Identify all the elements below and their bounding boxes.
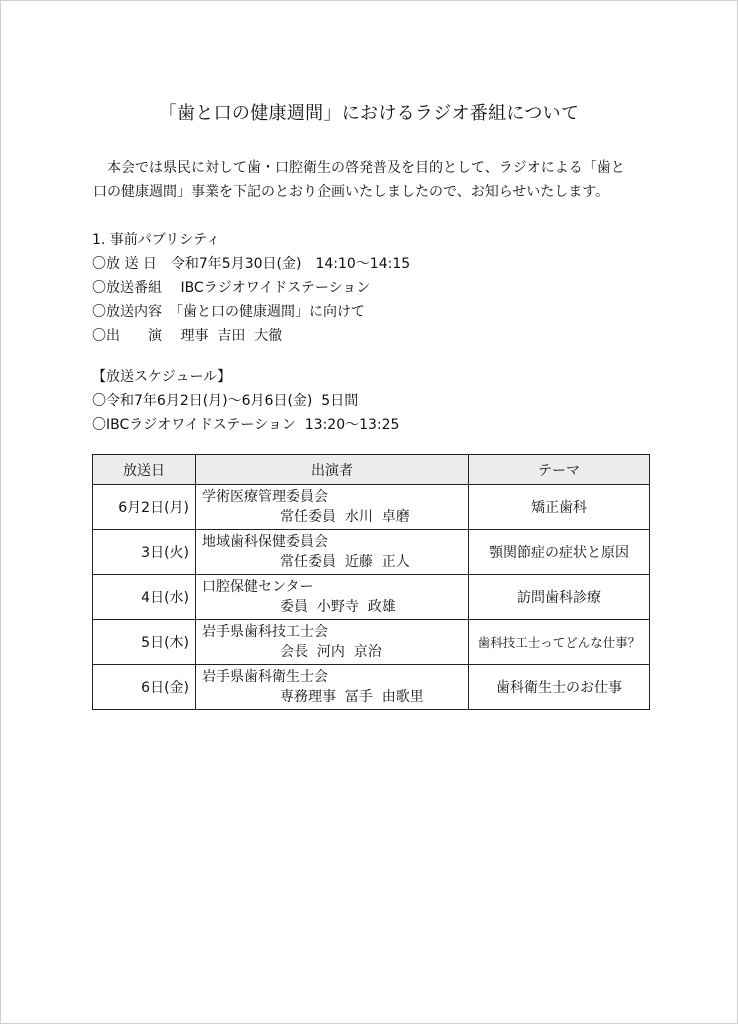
pre-publicity-heading: 1. 事前パブリシティ xyxy=(92,232,221,248)
row-performer xyxy=(196,530,469,575)
row-performer xyxy=(196,485,469,530)
row-date: 4日(水) xyxy=(93,575,196,620)
schedule-section xyxy=(92,365,399,437)
broadcast-date-item: 〇放 送 日 令和7年5月30日(金) 14:10～14:15 xyxy=(92,256,411,272)
intro-line-1: 本会では県民に対して歯・口腔衛生の啓発普及を目的として、ラジオによる「歯と xyxy=(107,160,625,176)
table-row xyxy=(93,485,650,530)
row-date: 5日(木) xyxy=(93,620,196,665)
row-person: 常任委員 水川 卓磨 xyxy=(280,509,410,525)
broadcast-program-item: 〇放送番組 IBCラジオワイドステーション xyxy=(92,280,371,296)
row-organization: 地域歯科保健委員会 xyxy=(202,534,328,550)
row-performer xyxy=(196,665,469,710)
row-theme: 歯科衛生士のお仕事 xyxy=(469,665,650,710)
row-person: 常任委員 近藤 正人 xyxy=(280,554,410,570)
row-organization: 岩手県歯科衛生士会 xyxy=(202,669,328,685)
intro-paragraph xyxy=(93,156,653,204)
schedule-table xyxy=(92,454,650,710)
table-row xyxy=(93,665,650,710)
row-theme: 歯科技工士ってどんな仕事？ xyxy=(469,620,650,665)
intro-line-2: 口の健康週間」事業を下記のとおり企画いたしましたので、お知らせいたします。 xyxy=(93,184,610,200)
row-organization: 口腔保健センター xyxy=(202,579,314,595)
row-organization: 学術医療管理委員会 xyxy=(202,489,328,505)
row-performer xyxy=(196,575,469,620)
table-row xyxy=(93,530,650,575)
row-person: 委員 小野寺 政雄 xyxy=(280,599,396,615)
header-performer: 出演者 xyxy=(196,455,469,485)
row-organization: 岩手県歯科技工士会 xyxy=(202,624,328,640)
schedule-heading: 【放送スケジュール】 xyxy=(92,369,232,385)
row-theme: 顎関節症の症状と原因 xyxy=(469,530,650,575)
schedule-program-item: 〇IBCラジオワイドステーション 13:20～13:25 xyxy=(92,417,400,433)
row-theme: 訪問歯科診療 xyxy=(469,575,650,620)
row-person: 会長 河内 京治 xyxy=(280,644,382,660)
pre-publicity-section xyxy=(92,228,410,348)
row-person: 専務理事 冨手 由歌里 xyxy=(280,689,424,705)
row-performer xyxy=(196,620,469,665)
table-row xyxy=(93,620,650,665)
performer-item: 〇出 演 理事 吉田 大徹 xyxy=(92,328,283,344)
header-theme: テーマ xyxy=(469,455,650,485)
row-date: 3日(火) xyxy=(93,530,196,575)
row-theme: 矯正歯科 xyxy=(469,485,650,530)
table-header-row xyxy=(93,455,650,485)
row-date: 6日(金) xyxy=(93,665,196,710)
document-title: 「歯と口の健康週間」におけるラジオ番組について xyxy=(158,103,580,124)
table-row xyxy=(93,575,650,620)
broadcast-content-item: 〇放送内容 「歯と口の健康週間」に向けて xyxy=(92,304,365,320)
row-date: 6月2日(月) xyxy=(93,485,196,530)
header-broadcast-date: 放送日 xyxy=(93,455,196,485)
schedule-period-item: 〇令和7年6月2日(月)～6月6日(金) 5日間 xyxy=(92,393,359,409)
